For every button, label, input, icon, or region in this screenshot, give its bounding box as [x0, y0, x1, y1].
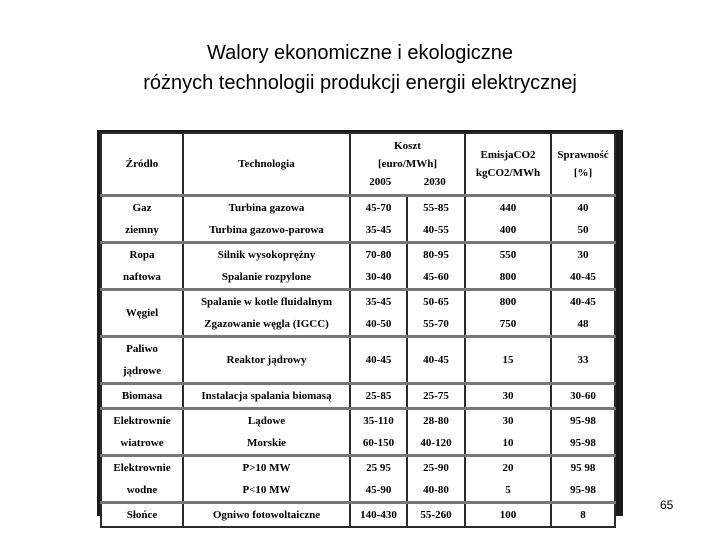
efficiency-cell [551, 337, 615, 384]
title-line-1: Walory ekonomiczne i ekologiczne [206, 42, 514, 64]
emission-cell-value: 20 [502, 462, 514, 474]
cost-2005-cell [350, 456, 407, 503]
emission-cell-value: 100 [499, 509, 517, 521]
efficiency-cell-value: 40-45 [570, 296, 596, 308]
efficiency-cell [551, 456, 615, 503]
cost-2005-cell [350, 503, 407, 528]
technology-cell-value: Lądowe [247, 415, 286, 427]
source-cell [101, 337, 183, 384]
efficiency-cell-value: 95-98 [570, 415, 596, 427]
cost-2005-cell [350, 196, 407, 243]
slide-title [0, 38, 720, 98]
cost-2030-cell-value: 80-95 [423, 249, 449, 261]
emission-cell-value: 10 [502, 437, 514, 449]
cost-2005-cell [350, 337, 407, 384]
cost-2005-cell-value: 40-45 [365, 354, 392, 366]
emission-cell-value: 30 [502, 415, 514, 427]
cost-2030-cell-value: 40-45 [423, 354, 449, 366]
header-row [101, 133, 615, 196]
cost-2030-cell [407, 243, 465, 290]
emission-cell [465, 503, 551, 528]
cost-2005-cell-value: 25-85 [365, 390, 392, 402]
emission-cell [465, 456, 551, 503]
cost-2005-cell-value: 40-50 [365, 318, 392, 330]
technology-cell-value: Spalanie w kotle fluidalnym [200, 296, 333, 308]
header-emisja-unit: kgCO2/MWh [475, 167, 541, 179]
efficiency-cell-value: 40 [577, 202, 589, 214]
efficiency-cell-value: 95-98 [570, 437, 596, 449]
source-label: Elektrownie [113, 415, 171, 427]
emission-cell-value: 15 [502, 354, 514, 366]
header-sprawnosc [551, 133, 615, 196]
efficiency-cell-value: 33 [577, 354, 589, 366]
header-koszt-unit: [euro/MWh] [377, 158, 438, 170]
cost-2005-cell-value: 140-430 [360, 509, 397, 521]
efficiency-cell [551, 290, 615, 337]
header-year-2030: 2030 [423, 176, 446, 188]
source-label: naftowa [123, 271, 161, 283]
emission-cell-value: 5 [505, 484, 511, 496]
header-zrodlo-label: Źródło [125, 158, 159, 170]
table-row [101, 196, 615, 243]
cost-2005-cell-value: 35-45 [365, 296, 392, 308]
technology-cell-value: Morskie [246, 437, 287, 449]
emission-cell [465, 290, 551, 337]
cost-2030-cell [407, 409, 465, 456]
efficiency-cell [551, 196, 615, 243]
efficiency-cell [551, 409, 615, 456]
header-koszt [350, 133, 465, 196]
source-label: Gaz [132, 202, 152, 214]
page-number: 65 [660, 498, 674, 512]
source-label: ziemny [125, 224, 159, 236]
source-cell [101, 456, 183, 503]
efficiency-cell-value: 30 [577, 249, 589, 261]
table-row [101, 456, 615, 503]
source-cell [101, 243, 183, 290]
cost-2030-cell-value: 55-260 [420, 509, 452, 521]
technology-cell [183, 456, 350, 503]
cost-2005-cell [350, 243, 407, 290]
efficiency-cell [551, 243, 615, 290]
cost-2005-cell-value: 45-90 [365, 484, 392, 496]
efficiency-cell [551, 384, 615, 409]
cost-2030-cell-value: 28-80 [423, 415, 449, 427]
source-label: Biomasa [121, 390, 163, 402]
technology-cell [183, 196, 350, 243]
header-sprawnosc-label: Sprawność [557, 149, 609, 161]
cost-2005-cell [350, 409, 407, 456]
header-emisja [465, 133, 551, 196]
source-label: Ropa [129, 249, 155, 261]
cost-2030-cell-value: 45-60 [423, 271, 449, 283]
cost-2005-cell-value: 35-45 [365, 224, 392, 236]
efficiency-cell [551, 503, 615, 528]
source-label: Słońce [126, 509, 158, 521]
efficiency-cell-value: 30-60 [570, 390, 596, 402]
source-label: wiatrowe [120, 437, 164, 449]
header-technologia-label: Technologia [238, 158, 295, 170]
efficiency-cell-value: 95 98 [570, 462, 596, 474]
cost-2005-cell-value: 70-80 [365, 249, 392, 261]
cost-2030-cell-value: 55-85 [423, 202, 449, 214]
technology-cell-value: P<10 MW [242, 484, 291, 496]
source-label: jądrowe [122, 365, 162, 377]
cost-2030-cell [407, 337, 465, 384]
cost-2005-cell-value: 35-110 [363, 415, 394, 427]
technology-cell [183, 337, 350, 384]
header-years [353, 173, 462, 191]
cost-2030-cell-value: 40-120 [420, 437, 452, 449]
source-label: Paliwo [126, 343, 158, 355]
title-line-2: różnych technologii produkcji energii elektrycznej [143, 72, 577, 94]
technology-cell-value: Turbina gazowa [228, 202, 305, 214]
table-row [101, 409, 615, 456]
cost-2005-cell-value: 45-70 [365, 202, 392, 214]
technology-cell-value: Turbina gazowo-parowa [209, 224, 324, 236]
emission-cell-value: 440 [499, 202, 517, 214]
emission-cell [465, 409, 551, 456]
source-label: Węgiel [125, 307, 159, 319]
technology-cell-value: Zgazowanie węgla (IGCC) [204, 318, 329, 330]
efficiency-cell-value: 50 [577, 224, 589, 236]
source-label: Elektrownie [113, 462, 171, 474]
technology-cell-value: Instalacja spalania biomasą [201, 390, 332, 402]
cost-2030-cell [407, 384, 465, 409]
emission-cell-value: 400 [499, 224, 517, 236]
cost-2005-cell-value: 25 95 [366, 462, 391, 474]
table-row [101, 243, 615, 290]
cost-2030-cell [407, 503, 465, 528]
cost-2030-cell-value: 25-75 [423, 390, 449, 402]
technology-cell [183, 290, 350, 337]
source-cell [101, 384, 183, 409]
source-cell [101, 503, 183, 528]
emission-cell-value: 30 [502, 390, 514, 402]
table-row [101, 503, 615, 528]
header-year-2005: 2005 [369, 176, 392, 188]
technology-cell-value: Silnik wysokoprężny [217, 249, 316, 261]
cost-2030-cell-value: 50-65 [423, 296, 449, 308]
source-label: wodne [126, 484, 158, 496]
technology-cell [183, 384, 350, 409]
cost-2030-cell-value: 55-70 [423, 318, 449, 330]
cost-2030-cell [407, 456, 465, 503]
efficiency-cell-value: 40-45 [570, 271, 596, 283]
technology-cell [183, 409, 350, 456]
cost-2030-cell-value: 40-80 [423, 484, 449, 496]
emission-cell-value: 800 [499, 296, 517, 308]
header-emisja-label: EmisjaCO2 [480, 149, 536, 161]
technology-cell-value: P>10 MW [242, 462, 291, 474]
emission-cell [465, 243, 551, 290]
energy-technology-table [100, 132, 616, 528]
header-zrodlo [101, 133, 183, 196]
cost-2030-cell [407, 196, 465, 243]
cost-2005-cell-value: 60-150 [362, 437, 395, 449]
source-cell [101, 196, 183, 243]
efficiency-cell-value: 95-98 [570, 484, 596, 496]
technology-cell [183, 243, 350, 290]
header-technologia [183, 133, 350, 196]
emission-cell [465, 196, 551, 243]
table-frame [97, 130, 623, 521]
efficiency-cell-value: 48 [577, 318, 589, 330]
cost-2005-cell [350, 290, 407, 337]
header-koszt-label: Koszt [394, 140, 421, 152]
table-row [101, 290, 615, 337]
technology-cell-value: Spalanie rozpylone [221, 271, 312, 283]
cost-2030-cell-value: 40-55 [423, 224, 449, 236]
cost-2005-cell-value: 30-40 [365, 271, 392, 283]
source-cell [101, 290, 183, 337]
emission-cell-value: 750 [499, 318, 517, 330]
cost-2005-cell [350, 384, 407, 409]
cost-2030-cell-value: 25-90 [423, 462, 449, 474]
emission-cell [465, 337, 551, 384]
technology-cell [183, 503, 350, 528]
table-row [101, 384, 615, 409]
efficiency-cell-value: 8 [580, 509, 586, 521]
emission-cell-value: 800 [499, 271, 517, 283]
table-row [101, 337, 615, 384]
technology-cell-value: Ogniwo fotowoltaiczne [212, 509, 321, 521]
emission-cell [465, 384, 551, 409]
source-cell [101, 409, 183, 456]
header-sprawnosc-unit: [%] [573, 167, 593, 179]
emission-cell-value: 550 [499, 249, 517, 261]
technology-cell-value: Reaktor jądrowy [226, 354, 307, 366]
cost-2030-cell [407, 290, 465, 337]
